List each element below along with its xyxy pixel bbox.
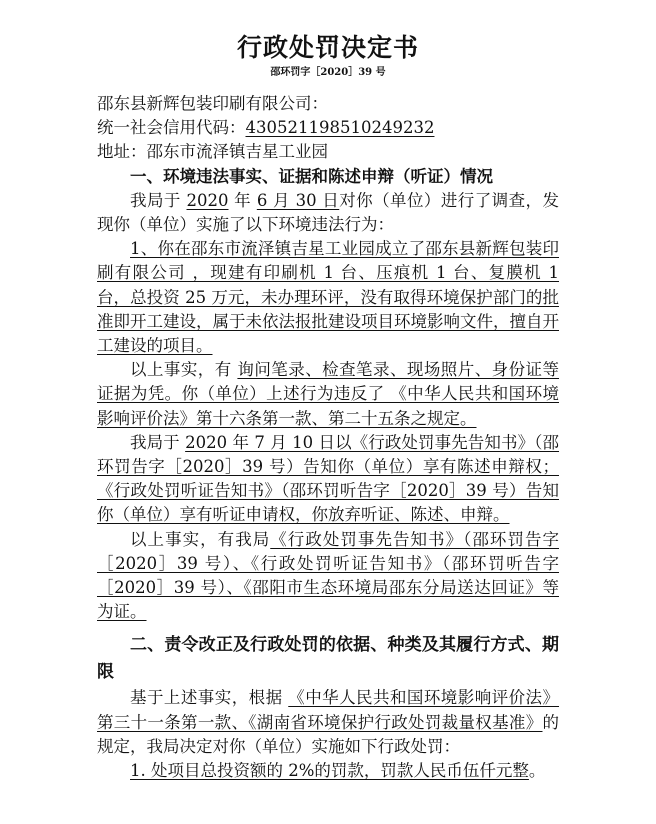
credit-code-label: 统一社会信用代码：	[97, 118, 246, 138]
investigation-year-suffix: 年	[228, 190, 257, 210]
credit-code-line	[97, 116, 559, 140]
facts-paragraph	[97, 528, 559, 625]
penalty-paragraph	[97, 759, 559, 783]
address-line	[97, 140, 559, 164]
violation-text: 1、你在邵东市流泽镇吉星工业园成立了邵东县新辉包装印刷有限公司 ，现建有印刷机 1 台、压痕机 1 台、复膜机 1 台，总投资 25 万元，未办理环评，没有取得环境保护部门的批准即开工建设，属于未依法报批建设项目环境影响文件，擅自开工建设的项目。	[97, 239, 559, 356]
notice-prefix: 我局于	[130, 432, 186, 452]
basis-paragraph	[97, 686, 559, 759]
document-number: 邵环罚字［2020］39 号	[270, 67, 386, 78]
facts-prefix: 以上事实，有我局	[130, 529, 271, 549]
penalty-text: 1. 处项目总投资额的 2%的罚款，罚款人民币伍仟元整	[130, 761, 529, 781]
investigation-prefix: 我局于	[130, 190, 187, 210]
credit-code-value: 430521198510249232	[245, 118, 435, 138]
basis-prefix: 基于上述事实，根据	[130, 688, 289, 708]
recipient-name: 邵东县新辉包装印刷有限公司：	[97, 94, 328, 113]
facts-text: 《行政处罚事先告知书》（邵环罚告字［2020］39 号）、《行政处罚听证告知书》（邵环罚听告字［2020］39 号）、《邵阳市生态环境局邵东分局送达回证》等为证。	[97, 529, 559, 622]
section1-heading: 一、环境违法事实、证据和陈述申辩（听证）情况	[130, 166, 493, 186]
notice-paragraph	[97, 431, 559, 528]
investigation-rest: 对你（单位）进行了调查，发现你（单位）实施了以下环境违法行为：	[97, 190, 559, 235]
notice-text: 2020 年 7 月 10 日以《行政处罚事先告知书》（邵环罚告字［2020］39 号）告知你（单位）享有陈述申辩权；《行政处罚听证告知书》（邵环罚听告字［2020］39 号）告知你（单位）享有听证申请权，你放弃听证、陈述、申辩。	[97, 432, 560, 525]
investigation-year: 2020	[186, 190, 229, 210]
evidence-text: 询问笔录、检查笔录、现场照片、身份证等证据为凭。你（单位）上述行为违反了 《中华人民共和国环境影响评价法》第十六条第一款、第二十五条之规定。	[97, 360, 560, 428]
investigation-paragraph	[97, 189, 559, 237]
section2-heading: 二、责令改正及行政处罚的依据、种类及其履行方式、期限	[97, 635, 559, 683]
violation-paragraph	[97, 237, 559, 358]
basis-rest: 的规定，我局决定对你（单位）实施如下行政处罚：	[97, 712, 559, 756]
document-title: 行政处罚决定书	[236, 33, 419, 62]
address-value: 邵东市流泽镇吉星工业园	[146, 142, 328, 162]
document-body	[97, 92, 559, 783]
evidence-paragraph	[97, 358, 559, 431]
investigation-date: 6 月 30 日	[256, 190, 340, 210]
evidence-prefix: 以上事实，有	[130, 360, 238, 380]
basis-law: 《中华人民共和国环境影响评价法》第三十一条第一款、《湖南省环境保护行政处罚裁量权基准》	[97, 688, 560, 732]
address-label: 地址：	[97, 142, 147, 162]
penalty-end: 。	[528, 761, 546, 781]
